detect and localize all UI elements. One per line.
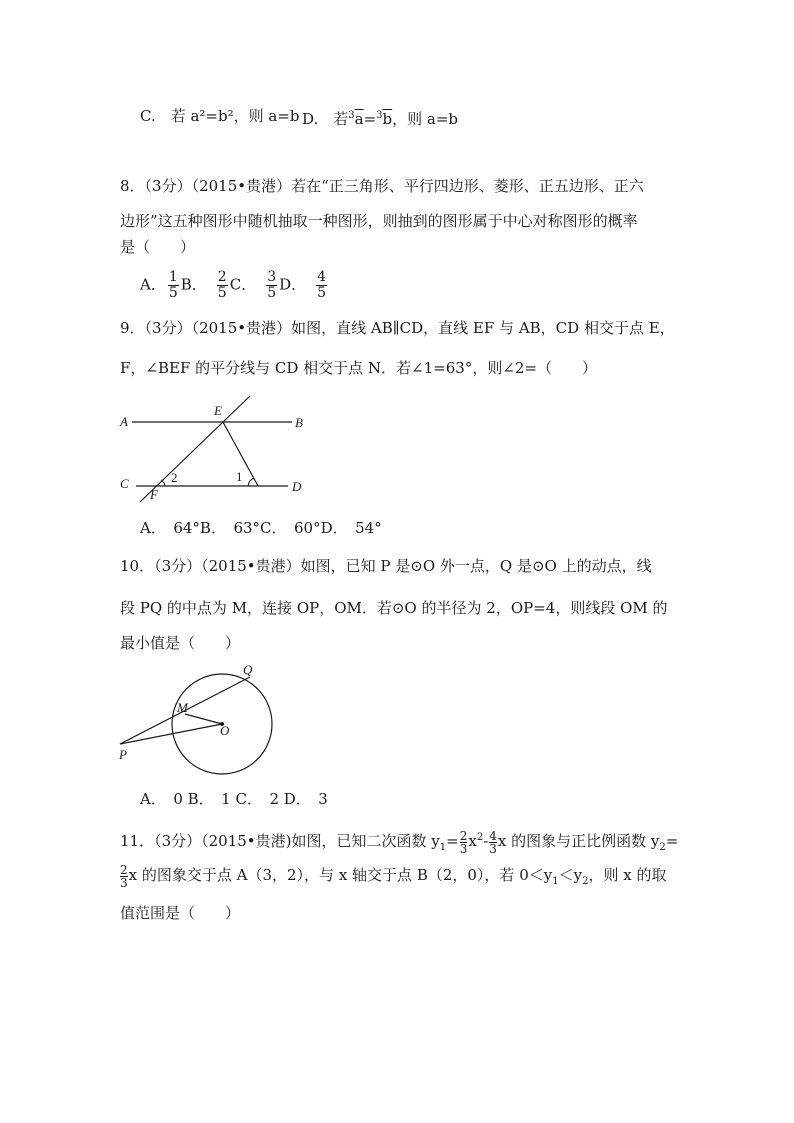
q8-option-c-fraction — [266, 270, 277, 301]
q11-text-a: 11．（3分）（2015•贵港)如图，已知二次函数 y — [120, 832, 440, 850]
q7-option-d-suffix: ，则 a=b — [392, 110, 459, 128]
q8-option-a-fraction — [168, 270, 179, 301]
denominator: 5 — [217, 285, 227, 301]
label-p: P — [119, 747, 127, 762]
numerator: 2 — [217, 269, 227, 285]
denominator: 5 — [267, 285, 277, 301]
q8-option-a-label: A． — [140, 275, 166, 294]
q11-stem-line3: 值范围是（ ） — [120, 904, 241, 922]
variable-x: x — [468, 832, 477, 850]
q8-option-b-label: B． — [180, 275, 207, 294]
q7-option-d-prefix: D. 若 — [302, 110, 349, 128]
q11-text-c: = — [665, 832, 679, 850]
q7-option-d — [302, 106, 458, 129]
numerator: 2 — [459, 828, 468, 843]
radicand-a: $\overline{a}$ — [354, 110, 364, 128]
q10-circle-figure — [110, 660, 290, 810]
label-o: O — [220, 723, 230, 738]
q8-options — [140, 270, 329, 301]
angle-2-arc — [161, 480, 165, 486]
subscript-2: 2 — [582, 876, 589, 887]
label-1: 1 — [236, 469, 243, 484]
radicand-b: $\overline{b}$ — [382, 110, 393, 128]
segment-mo — [185, 714, 222, 724]
q10-options: A． 0 B． 1 C． 2 D． 3 — [140, 790, 328, 808]
q8-option-d-fraction — [316, 270, 327, 301]
root-index: 3 — [348, 110, 355, 121]
equals-sign: = — [363, 110, 377, 128]
q8-stem-line3: 是（ ） — [120, 238, 196, 256]
minus-sign: - — [483, 832, 489, 850]
q11-text-f: ，则 x 的取 — [588, 866, 667, 884]
label-c: C — [120, 476, 129, 491]
label-2: 2 — [171, 470, 178, 485]
q7-option-c: C. 若 a²=b²，则 a=b — [140, 107, 300, 125]
fraction-two-thirds — [460, 830, 468, 855]
label-q: Q — [243, 662, 253, 677]
q11-stem-line2 — [120, 860, 666, 897]
q10-stem-line3: 最小值是（ ） — [120, 634, 241, 652]
denominator: 5 — [168, 285, 178, 301]
q11-stem-line1 — [120, 823, 678, 863]
segment-po — [120, 724, 222, 744]
denominator: 3 — [120, 875, 128, 890]
q8-stem-line1: 8．（3分）（2015•贵港）若在“正三角形、平行四边形、菱形、正五边形、正六 — [120, 177, 644, 195]
denominator: 3 — [459, 841, 468, 856]
q11-text-b: x 的图象与正比例函数 y — [497, 832, 660, 850]
denominator: 3 — [489, 841, 497, 856]
cube-root-b — [376, 106, 392, 129]
q9-parallel-lines-figure — [110, 392, 320, 507]
label-e: E — [214, 403, 222, 418]
numerator: 4 — [317, 269, 327, 285]
fraction-two-thirds-b — [120, 864, 128, 889]
q8-option-d-label: D． — [279, 275, 307, 294]
q9-stem-line2: F，∠BEF 的平分线与 CD 相交于点 N．若∠1=63°，则∠2=（ ） — [120, 359, 598, 377]
q8-stem-line2: 边形”这五种图形中随机抽取一种图形，则抽到的图形属于中心对称图形的概率 — [120, 212, 638, 230]
q9-stem-line1: 9．（3分）（2015•贵港）如图，直线 AB∥CD，直线 EF 与 AB，CD 相交于点 E， — [120, 319, 675, 337]
q8-option-c-label: C． — [229, 275, 257, 294]
root-index: 3 — [376, 110, 383, 121]
subscript-1: 1 — [439, 842, 447, 853]
label-f: F — [150, 487, 158, 502]
q9-options: A． 64°B． 63°C． 60°D． 54° — [140, 519, 382, 537]
numerator: 3 — [267, 269, 277, 285]
q11-text-e: ＜y — [558, 866, 583, 884]
numerator: 1 — [168, 269, 178, 285]
cube-root-a — [348, 106, 363, 129]
q8-option-b-fraction — [217, 270, 228, 301]
angle-1-arc — [248, 478, 254, 486]
denominator: 5 — [317, 285, 327, 301]
q10-stem-line2: 段 PQ 的中点为 M，连接 OP，OM．若⊙O 的半径为 2，OP=4，则线段 OM 的 — [120, 599, 668, 617]
exponent-2: 2 — [476, 832, 484, 843]
equals-sign: = — [446, 832, 459, 850]
label-d: D — [292, 479, 302, 494]
subscript-1: 1 — [552, 876, 559, 887]
numerator: 4 — [489, 828, 497, 843]
subscript-2: 2 — [659, 842, 666, 853]
fraction-four-thirds — [489, 830, 497, 855]
q10-stem-line1: 10．（3分）（2015•贵港）如图，已知 P 是⊙O 外一点，Q 是⊙O 上的动点，线 — [120, 557, 652, 575]
label-a: A — [120, 414, 128, 429]
label-b: B — [295, 415, 303, 430]
numerator: 2 — [120, 862, 128, 877]
q11-text-d: x 的图象交于点 A（3，2），与 x 轴交于点 B（2，0），若 0＜y — [128, 866, 553, 884]
label-m: M — [177, 700, 188, 715]
